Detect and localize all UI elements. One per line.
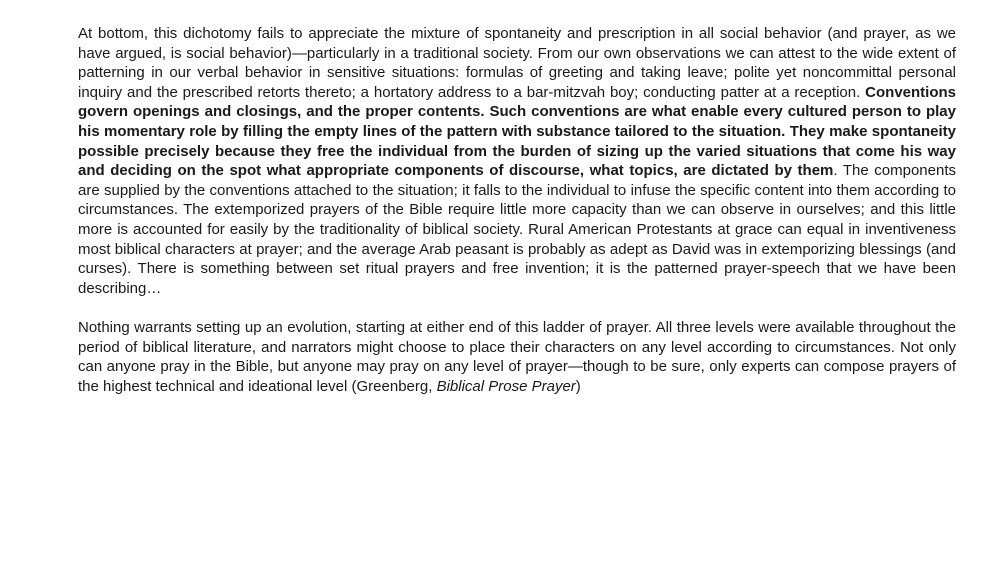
- paragraph-2-text: Nothing warrants setting up an evolution, starting at either end of this ladder of prayer. All three levels were available throughout the period of biblical literature, and narrators might choose to place their characters on any level according to circumstances. Not only can anyone pray in the Bible, but anyone may pray on any level of prayer—though to be sure, only experts can compose prayers of the highest technical and ideational level (Greenberg,: [78, 318, 956, 395]
- paragraph-1-bold-emphasis: Conventions govern openings and closings, and the proper contents. Such conventions are what enable every cultured person to play his momentary role by filling the empty lines of the pattern with substance tailored to the situation. They make spontaneity possible precisely because they free the individual from the burden of sizing up the varied situations that come his way and deciding on the spot what appropriate components of discourse, what topics, are dictated by them: [78, 83, 956, 180]
- citation-closing: ): [575, 377, 581, 395]
- quotation-text-box: [78, 24, 956, 396]
- paragraph-1-text-before: At bottom, this dichotomy fails to appreciate the mixture of spontaneity and prescription in all social behavior (and prayer, as we have argued, is social behavior)—particularly in a traditional society. From our own observations we can attest to the wide extent of patterning in our verbal behavior in sensitive situations: formulas of greeting and taking leave; polite yet noncommittal personal inquiry and the prescribed retorts thereto; a hortatory address to a bar-mitzvah boy; conducting patter at a reception.: [78, 25, 956, 101]
- paragraph-1: [78, 24, 956, 298]
- paragraph-2: [78, 318, 956, 396]
- citation-title: Biblical Prose Prayer: [436, 377, 576, 395]
- paragraph-1-text-after: . The components are supplied by the conventions attached to the situation; it falls to the individual to infuse the specific content into them according to circumstances. The extemporized prayers of the Bible require little more capacity than we can observe in ourselves; and this little more is accounted for easily by the traditionality of biblical society. Rural American Protestants at grace can equal in inventiveness most biblical characters at prayer; and the average Arab peasant is probably as adept as David was in extemporizing blessings (and curses). There is something between set ritual prayers and free invention; it is the patterned prayer-speech that we have been describing…: [78, 162, 957, 297]
